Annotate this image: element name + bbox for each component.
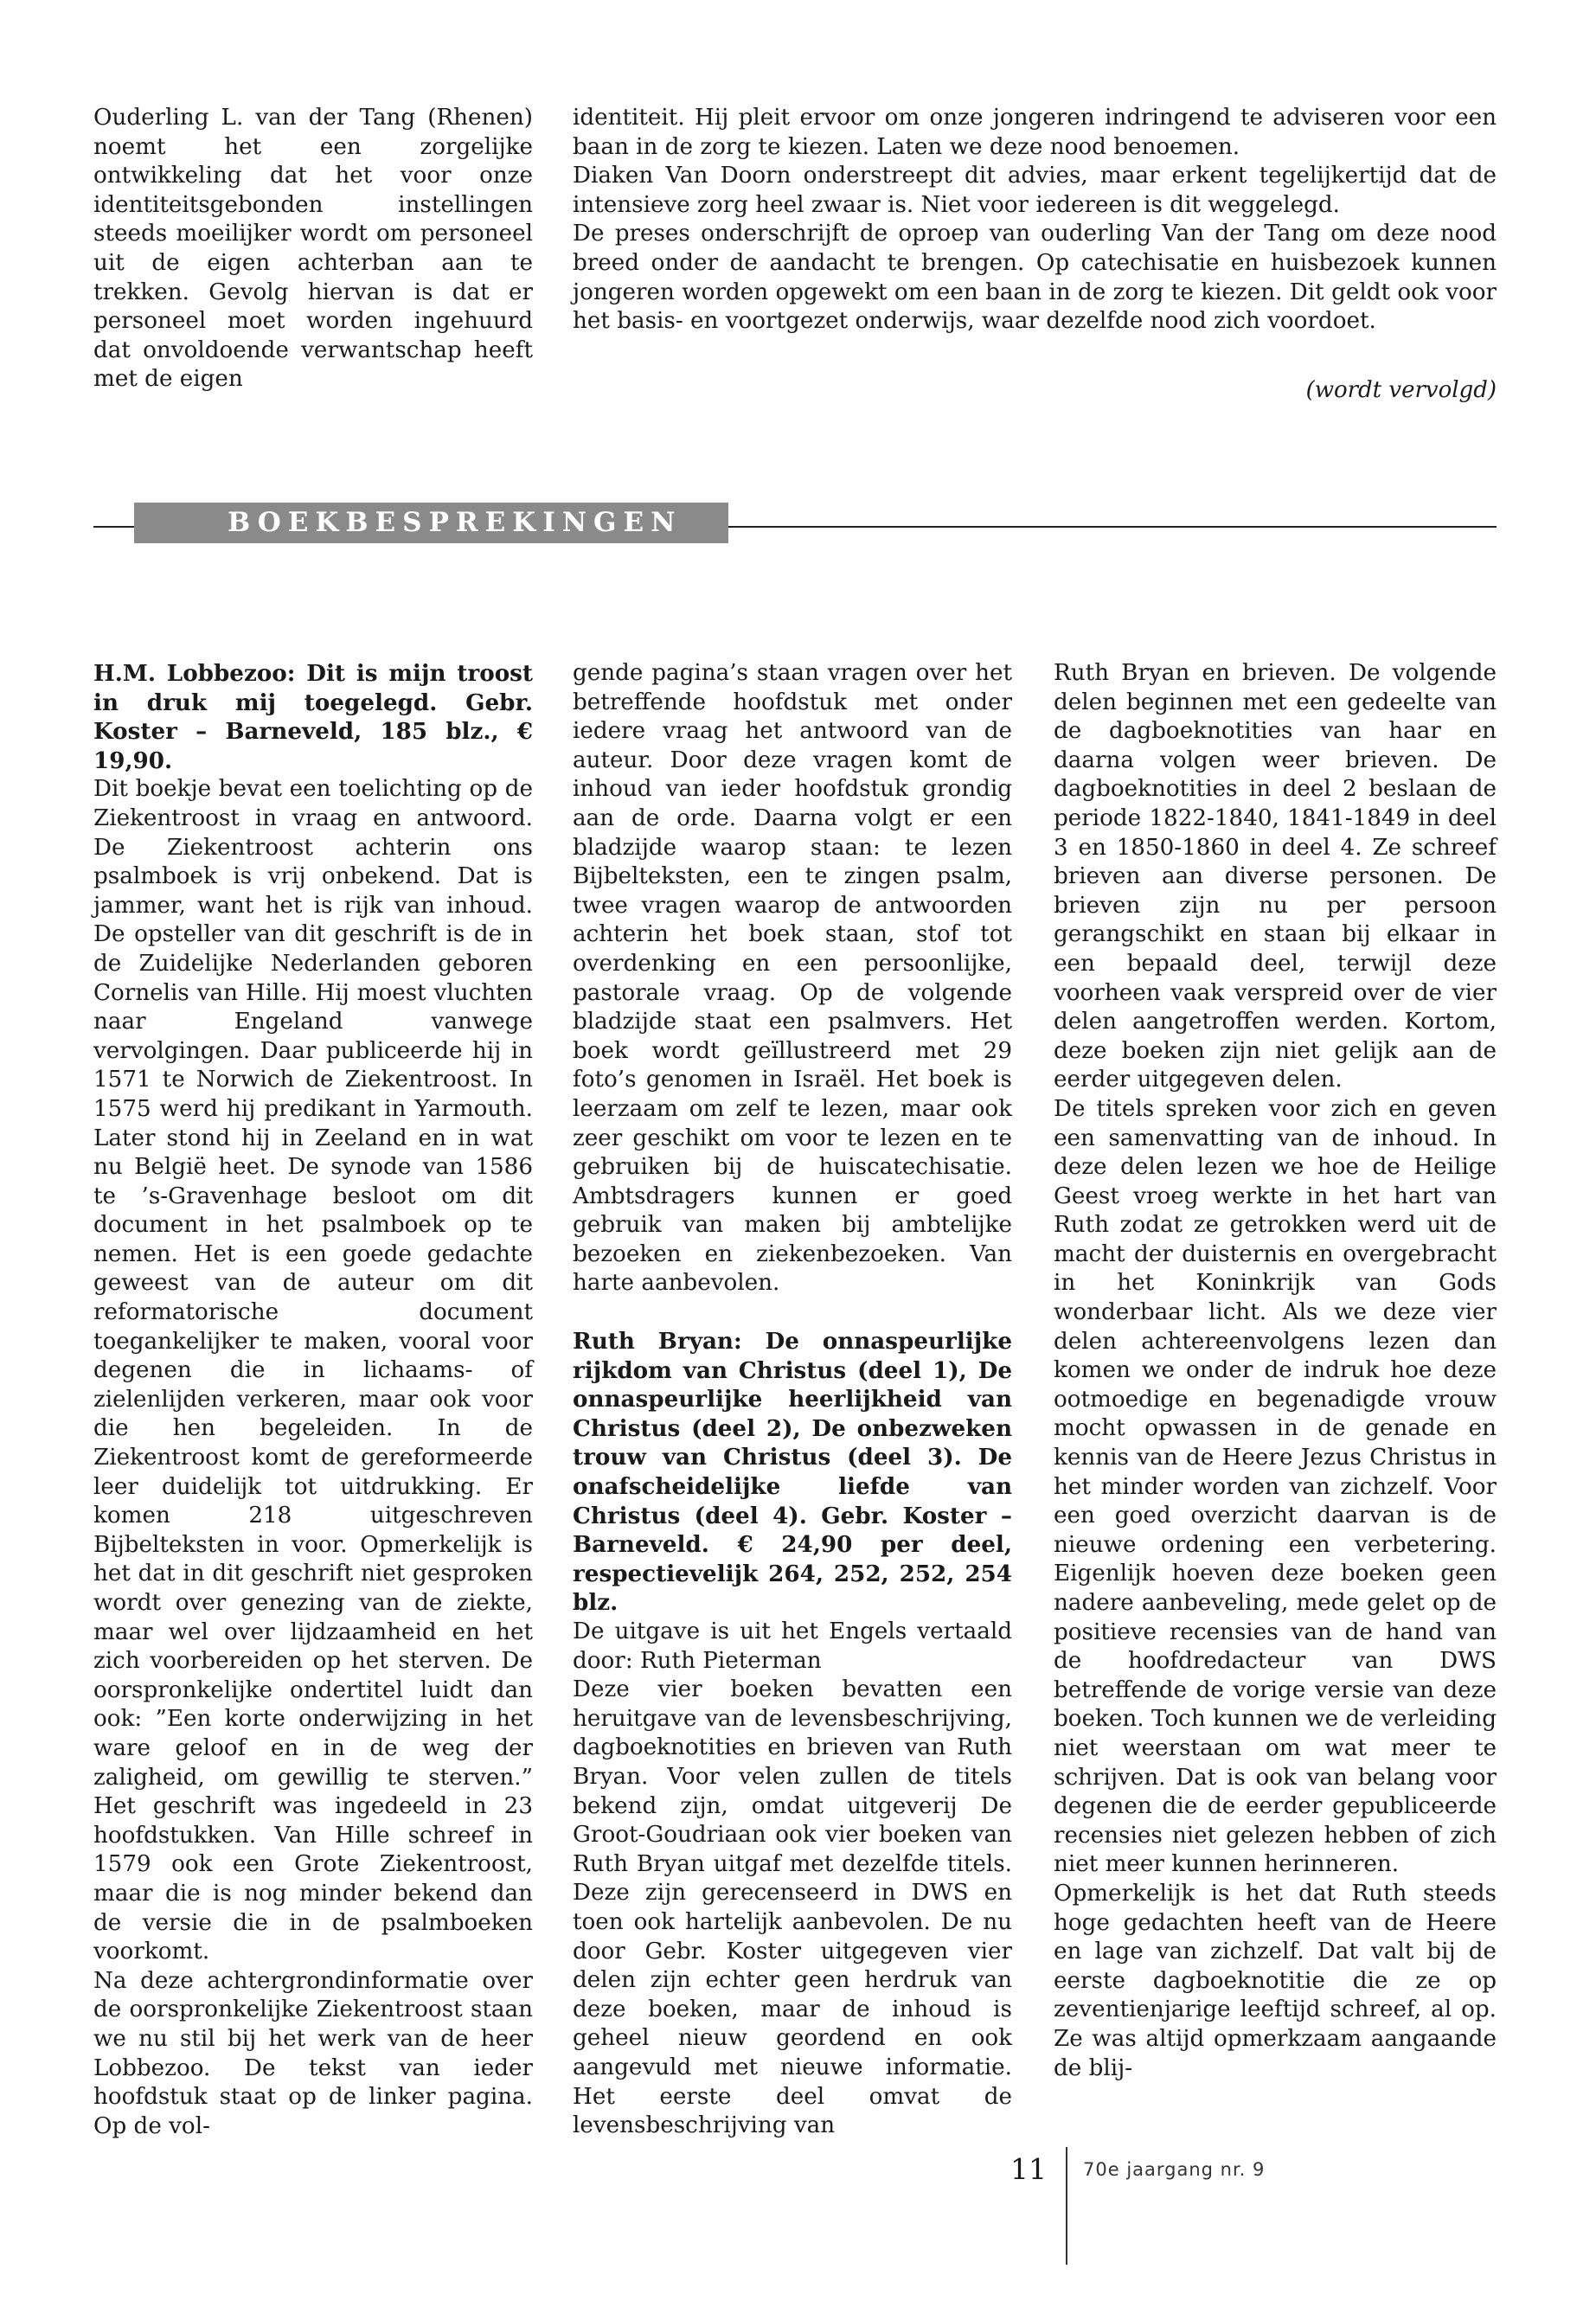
top-right-paragraph-1: identiteit. Hij pleit ervoor om onze jongeren indringend te adviseren voor een baan in de zorg te kiezen. Laten we deze nood benoemen. bbox=[573, 105, 1497, 160]
footer-divider bbox=[1066, 2147, 1067, 2265]
review-2-paragraph-2: Ruth Bryan en brieven. De volgende delen beginnen met een gedeelte van de dagboeknotities van haar en daarna volgen weer brieven. De dagboeknotities in deel 2 beslaan de periode 1822-1840, 1841-1849 in deel 3 en 1850-1860 in deel 4. Ze schreef brieven aan diverse personen. De brieven zijn nu per persoon gerangschikt en staan bij elkaar in een bepaald deel, terwijl deze voorheen vaak verspreid over de vier delen aangetroffen werden. Kortom, deze boeken zijn niet gelijk aan de eerder uitgegeven delen. bbox=[1054, 660, 1497, 1093]
review-column-2 bbox=[573, 659, 1012, 2141]
top-right-column bbox=[573, 104, 1497, 336]
section-rule-right bbox=[728, 526, 1497, 528]
page-number: 11 bbox=[1010, 2152, 1047, 2186]
section-title: BOEKBESPREKINGEN bbox=[134, 503, 728, 543]
review-1-heading: H.M. Lobbezoo: Dit is mijn troost in druk mij toegelegd. Gebr. Koster – Barneveld, 185 blz., € 19,90. bbox=[93, 660, 533, 774]
top-left-column bbox=[93, 104, 533, 394]
paragraph-gap bbox=[573, 1298, 1012, 1327]
review-1-paragraph-1: Dit boekje bevat een toelichting op de Ziekentroost in vraag en antwoord. De Ziekentroost achterin ons psalmboek is vrij onbekend. Dat is jammer, want het is rijk van inhoud. De opsteller van dit geschrift is de in de Zuidelijke Nederlanden geboren Cornelis van Hille. Hij moest vluchten naar Engeland vanwege vervolgingen. Daar publiceerde hij in 1571 te Norwich de Ziekentroost. In 1575 werd hij predikant in Yarmouth. Later stond hij in Zeeland en in wat nu België heet. De synode van 1586 te ’s-Gravenhage besloot om dit document in het psalmboek op te nemen. Het is een goede gedachte geweest van de auteur om dit reformatorische document toegankelijker te maken, vooral voor degenen die in lichaams- of zielenlijden verkeren, maar ook voor die hen begeleiden. In de Ziekentroost komt de gereformeerde leer duidelijk tot uitdrukking. Er komen 218 uitgeschreven Bijbelteksten in voor. Opmerkelijk is het dat in dit geschrift niet gesproken wordt over genezing van de ziekte, maar wel over lijdzaamheid en het zich voorbereiden op het sterven. De oorspronkelijke ondertitel luidt dan ook: ”Een korte onderwijzing in het ware geloof en in de weg der zaligheid, om gewillig te sterven.” Het geschrift was ingedeeld in 23 hoofdstukken. Van Hille schreef in 1579 ook een Grote Ziekentroost, maar die is nog minder bekend dan de versie die in de psalmboeken voorkomt. bbox=[93, 776, 533, 1965]
review-1-paragraph-3: gende pagina’s staan vragen over het betreffende hoofdstuk met onder iedere vraag het antwoord van de auteur. Door deze vragen komt de inhoud van ieder hoofdstuk grondig aan de orde. Daarna volgt er een bladzijde waarop staan: te lezen Bijbelteksten, een te zingen psalm, twee vragen waarop de antwoorden achterin het boek staan, stof tot overdenking en een persoonlijke, pastorale vraag. Op de volgende bladzijde staat een psalmvers. Het boek wordt geïllustreerd met 29 foto’s genomen in Israël. Het boek is leerzaam om zelf te lezen, maar ook zeer geschikt om voor te lezen en te gebruiken bij de huiscatechisatie. Ambtsdragers kunnen er goed gebruik van maken bij ambtelijke bezoeken en ziekenbezoeken. Van harte aanbevolen. bbox=[573, 660, 1012, 1297]
review-2-paragraph-1: Deze vier boeken bevatten een heruitgave van de levensbeschrijving, dagboeknotities en brieven van Ruth Bryan. Voor velen zullen de titels bekend zijn, omdat uitgeverij De Groot-Goudriaan ook vier boeken van Ruth Bryan uitgaf met dezelfde titels. Deze zijn gerecenseerd in DWS en toen ook hartelijk aanbevolen. De nu door Gebr. Koster uitgegeven vier delen zijn echter geen herdruk van deze boeken, maar de inhoud is geheel nieuw geordend en ook aangevuld met nieuwe informatie. Het eerste deel omvat de levensbeschrijving van bbox=[573, 1676, 1012, 2139]
review-2-paragraph-3: De titels spreken voor zich en geven een samenvatting van de inhoud. In deze delen lezen we hoe de Heilige Geest vroeg werkte in het hart van Ruth zodat ze getrokken werd uit de macht der duisternis en overgebracht in het Koninkrijk van Gods wonderbaar licht. Als we deze vier delen achtereenvolgens lezen dan komen we onder de indruk hoe deze ootmoedige en begenadigde vrouw mocht opwassen in de genade en kennis van de Heere Jezus Christus in het minder worden van zichzelf. Voor een goed overzicht daarvan is de nieuwe ordening een verbetering. Eigenlijk hoeven deze boeken geen nadere aanbeveling, mede gelet op de positieve recensies van de hand van de hoofdredacteur van DWS betreffende de vorige versie van deze boeken. Toch kunnen we de verleiding niet weerstaan om wat meer te schrijven. Dat is ook van belang voor degenen die de eerder gepubliceerde recensies niet gelezen hebben of zich niet meer kunnen herinneren. bbox=[1054, 1095, 1497, 1878]
review-column-3 bbox=[1054, 659, 1497, 2083]
review-column-1 bbox=[93, 659, 533, 2141]
review-2-translation-note: De uitgave is uit het Engels vertaald door: Ruth Pieterman bbox=[573, 1618, 1012, 1674]
review-2-paragraph-4: Opmerkelijk is het dat Ruth steeds hoge gedachten heeft van de Heere en lage van zichzelf. Dat valt bij de eerste dagboeknotitie die ze op zeventienjarige leeftijd schreef, al op. Ze was altijd opmerkzaam aangaande de blij- bbox=[1054, 1880, 1497, 2081]
continued-note: (wordt vervolgd) bbox=[1305, 377, 1497, 403]
top-right-paragraph-2: Diaken Van Doorn onderstreept dit advies, maar erkent tegelijkertijd dat de intensieve zorg heel zwaar is. Niet voor iedereen is dit weggelegd. bbox=[573, 163, 1497, 218]
issue-label: 70e jaargang nr. 9 bbox=[1083, 2159, 1266, 2180]
review-1-paragraph-2: Na deze achtergrondinformatie over de oorspronkelijke Ziekentroost staan we nu stil bij het werk van de heer Lobbezoo. De tekst van ieder hoofdstuk staat op de linker pagina. Op de vol- bbox=[93, 1967, 533, 2139]
section-rule-left bbox=[93, 526, 134, 528]
top-left-paragraph: Ouderling L. van der Tang (Rhenen) noemt het een zorgelijke ontwikkeling dat het voor onze identiteitsgebonden instellingen steeds moeilijker wordt om personeel uit de eigen achterban aan te trekken. Gevolg hiervan is dat er personeel moet worden ingehuurd dat onvoldoende verwantschap heeft met de eigen bbox=[93, 105, 533, 393]
top-right-paragraph-3: De preses onderschrijft de oproep van ouderling Van der Tang om deze nood breed onder de aandacht te brengen. Op catechisatie en huisbezoek kunnen jongeren worden opgewekt om een baan in de zorg te kiezen. Dit geldt ook voor het basis- en voortgezet onderwijs, waar dezelfde nood zich voordoet. bbox=[573, 221, 1497, 335]
review-2-heading: Ruth Bryan: De onnaspeurlijke rijkdom van Christus (deel 1), De onnaspeurlijke heerlijkheid van Christus (deel 2), De onbezweken trouw van Christus (deel 3). De onafscheidelijke liefde van Christus (deel 4). Gebr. Koster – Barneveld. € 24,90 per deel, respectievelijk 264, 252, 252, 254 blz. bbox=[573, 1328, 1012, 1617]
